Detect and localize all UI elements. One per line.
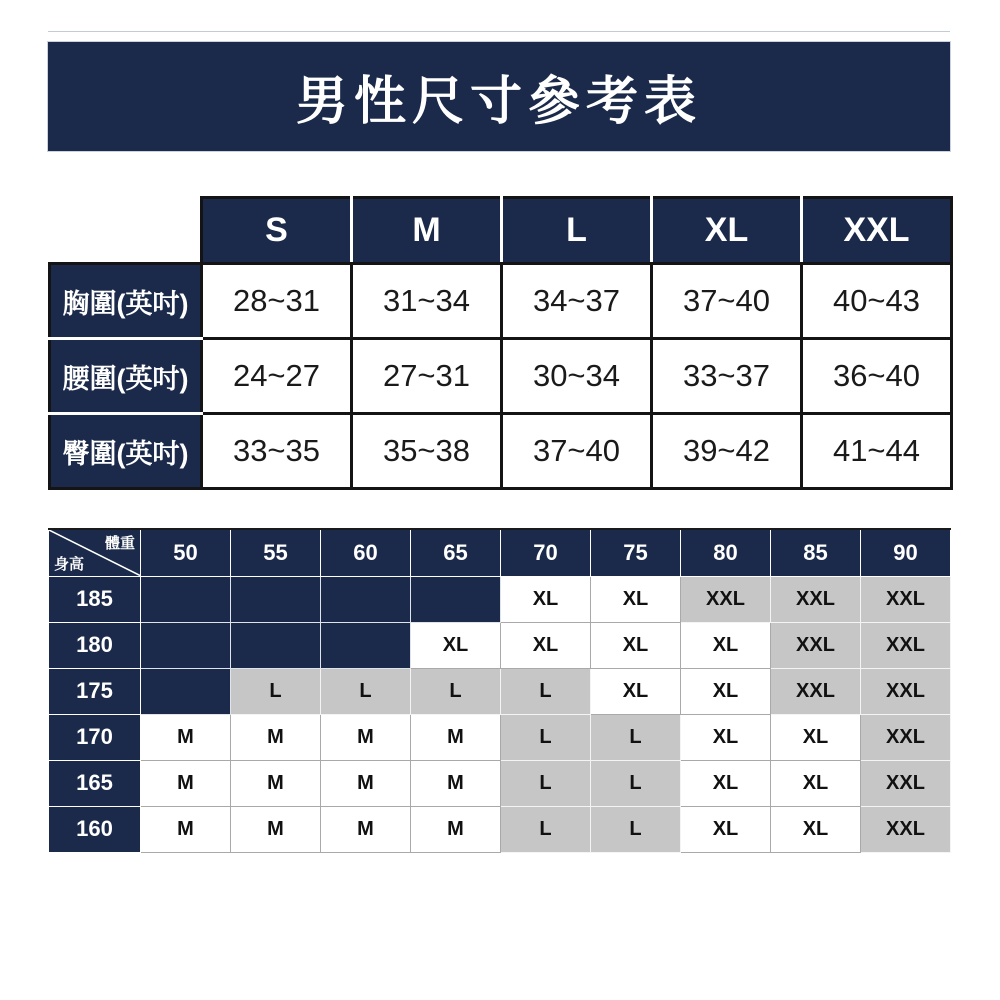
size-column-header-m: M: [352, 198, 502, 264]
measurement-label: 腰圍(英吋): [50, 339, 202, 414]
size-column-header-l: L: [502, 198, 652, 264]
measurement-value: 41~44: [802, 414, 952, 489]
matrix-size-cell: L: [501, 668, 591, 714]
matrix-size-cell: M: [141, 760, 231, 806]
size-table-row: [50, 264, 952, 339]
matrix-size-cell: L: [591, 806, 681, 852]
matrix-empty-cell: [141, 668, 231, 714]
corner-label-height: 身高: [54, 555, 85, 573]
matrix-empty-cell: [141, 576, 231, 622]
measurement-label: 臀圍(英吋): [50, 414, 202, 489]
height-row-header-165: 165: [49, 760, 141, 806]
matrix-empty-cell: [321, 622, 411, 668]
size-table-row: [50, 414, 952, 489]
matrix-size-cell: M: [231, 806, 321, 852]
matrix-size-cell: M: [411, 806, 501, 852]
size-column-header-xxl: XXL: [802, 198, 952, 264]
matrix-corner-cell: [49, 529, 141, 576]
matrix-size-cell: XL: [591, 576, 681, 622]
weight-column-header-90: 90: [861, 529, 951, 576]
weight-column-header-75: 75: [591, 529, 681, 576]
size-table-row: [50, 339, 952, 414]
matrix-size-cell: XL: [681, 806, 771, 852]
weight-column-header-55: 55: [231, 529, 321, 576]
measurement-value: 35~38: [352, 414, 502, 489]
matrix-size-cell: L: [591, 760, 681, 806]
matrix-empty-cell: [231, 622, 321, 668]
matrix-size-cell: XL: [681, 714, 771, 760]
matrix-empty-cell: [411, 576, 501, 622]
height-row-header-180: 180: [49, 622, 141, 668]
matrix-size-cell: XL: [681, 760, 771, 806]
height-row-header-185: 185: [49, 576, 141, 622]
matrix-size-cell: L: [501, 714, 591, 760]
weight-column-header-70: 70: [501, 529, 591, 576]
measurement-value: 34~37: [502, 264, 652, 339]
matrix-empty-cell: [141, 622, 231, 668]
size-column-header-xl: XL: [652, 198, 802, 264]
matrix-size-cell: XXL: [861, 576, 951, 622]
matrix-size-cell: XXL: [861, 668, 951, 714]
matrix-size-cell: XL: [501, 622, 591, 668]
matrix-size-cell: XL: [591, 622, 681, 668]
matrix-size-cell: M: [141, 714, 231, 760]
matrix-size-cell: XXL: [861, 622, 951, 668]
size-table-corner-blank: [50, 198, 202, 264]
matrix-size-cell: L: [411, 668, 501, 714]
measurement-value: 37~40: [652, 264, 802, 339]
matrix-size-cell: XXL: [861, 714, 951, 760]
matrix-row-height-160: [49, 806, 951, 852]
matrix-size-cell: M: [231, 714, 321, 760]
measurement-value: 24~27: [202, 339, 352, 414]
matrix-size-cell: M: [411, 760, 501, 806]
measurement-value: 33~35: [202, 414, 352, 489]
matrix-row-height-185: [49, 576, 951, 622]
weight-column-header-65: 65: [411, 529, 501, 576]
matrix-size-cell: XXL: [771, 576, 861, 622]
size-table-body: [50, 198, 952, 489]
measurement-value: 33~37: [652, 339, 802, 414]
matrix-row-height-170: [49, 714, 951, 760]
height-row-header-175: 175: [49, 668, 141, 714]
matrix-row-height-165: [49, 760, 951, 806]
title-banner: [48, 42, 950, 151]
matrix-size-cell: L: [501, 760, 591, 806]
matrix-size-cell: M: [321, 714, 411, 760]
matrix-size-cell: L: [231, 668, 321, 714]
measurement-value: 27~31: [352, 339, 502, 414]
matrix-size-cell: XL: [591, 668, 681, 714]
card-top-edge: [48, 31, 950, 32]
measurement-value: 39~42: [652, 414, 802, 489]
measurement-value: 28~31: [202, 264, 352, 339]
size-table-header-row: [50, 198, 952, 264]
measurement-value: 36~40: [802, 339, 952, 414]
corner-label-weight: 體重: [104, 535, 135, 552]
matrix-size-cell: M: [321, 760, 411, 806]
matrix-size-cell: M: [411, 714, 501, 760]
weight-column-header-60: 60: [321, 529, 411, 576]
matrix-size-cell: L: [501, 806, 591, 852]
measurement-value: 30~34: [502, 339, 652, 414]
matrix-size-cell: XL: [681, 622, 771, 668]
matrix-size-cell: XXL: [681, 576, 771, 622]
matrix-row-height-180: [49, 622, 951, 668]
weight-column-header-85: 85: [771, 529, 861, 576]
matrix-size-cell: XXL: [771, 622, 861, 668]
matrix-size-cell: L: [591, 714, 681, 760]
matrix-size-cell: XL: [501, 576, 591, 622]
height-weight-matrix-table: [48, 528, 951, 853]
height-row-header-170: 170: [49, 714, 141, 760]
matrix-empty-cell: [321, 576, 411, 622]
measurement-value: 31~34: [352, 264, 502, 339]
matrix-size-cell: XL: [681, 668, 771, 714]
matrix-table-body: [49, 529, 951, 852]
measurement-label: 胸圍(英吋): [50, 264, 202, 339]
matrix-size-cell: XL: [771, 806, 861, 852]
size-column-header-s: S: [202, 198, 352, 264]
matrix-row-height-175: [49, 668, 951, 714]
matrix-size-cell: XL: [771, 714, 861, 760]
matrix-size-cell: M: [321, 806, 411, 852]
weight-column-header-80: 80: [681, 529, 771, 576]
weight-column-header-50: 50: [141, 529, 231, 576]
matrix-size-cell: L: [321, 668, 411, 714]
matrix-size-cell: M: [141, 806, 231, 852]
matrix-size-cell: XL: [411, 622, 501, 668]
matrix-size-cell: XL: [771, 760, 861, 806]
matrix-size-cell: XXL: [771, 668, 861, 714]
measurement-value: 40~43: [802, 264, 952, 339]
page-title: 男性尺寸參考表: [295, 73, 702, 131]
matrix-size-cell: XXL: [861, 806, 951, 852]
matrix-empty-cell: [231, 576, 321, 622]
size-table: [48, 196, 953, 490]
matrix-size-cell: M: [231, 760, 321, 806]
matrix-size-cell: XXL: [861, 760, 951, 806]
measurement-value: 37~40: [502, 414, 652, 489]
matrix-header-row: [49, 529, 951, 576]
height-row-header-160: 160: [49, 806, 141, 852]
